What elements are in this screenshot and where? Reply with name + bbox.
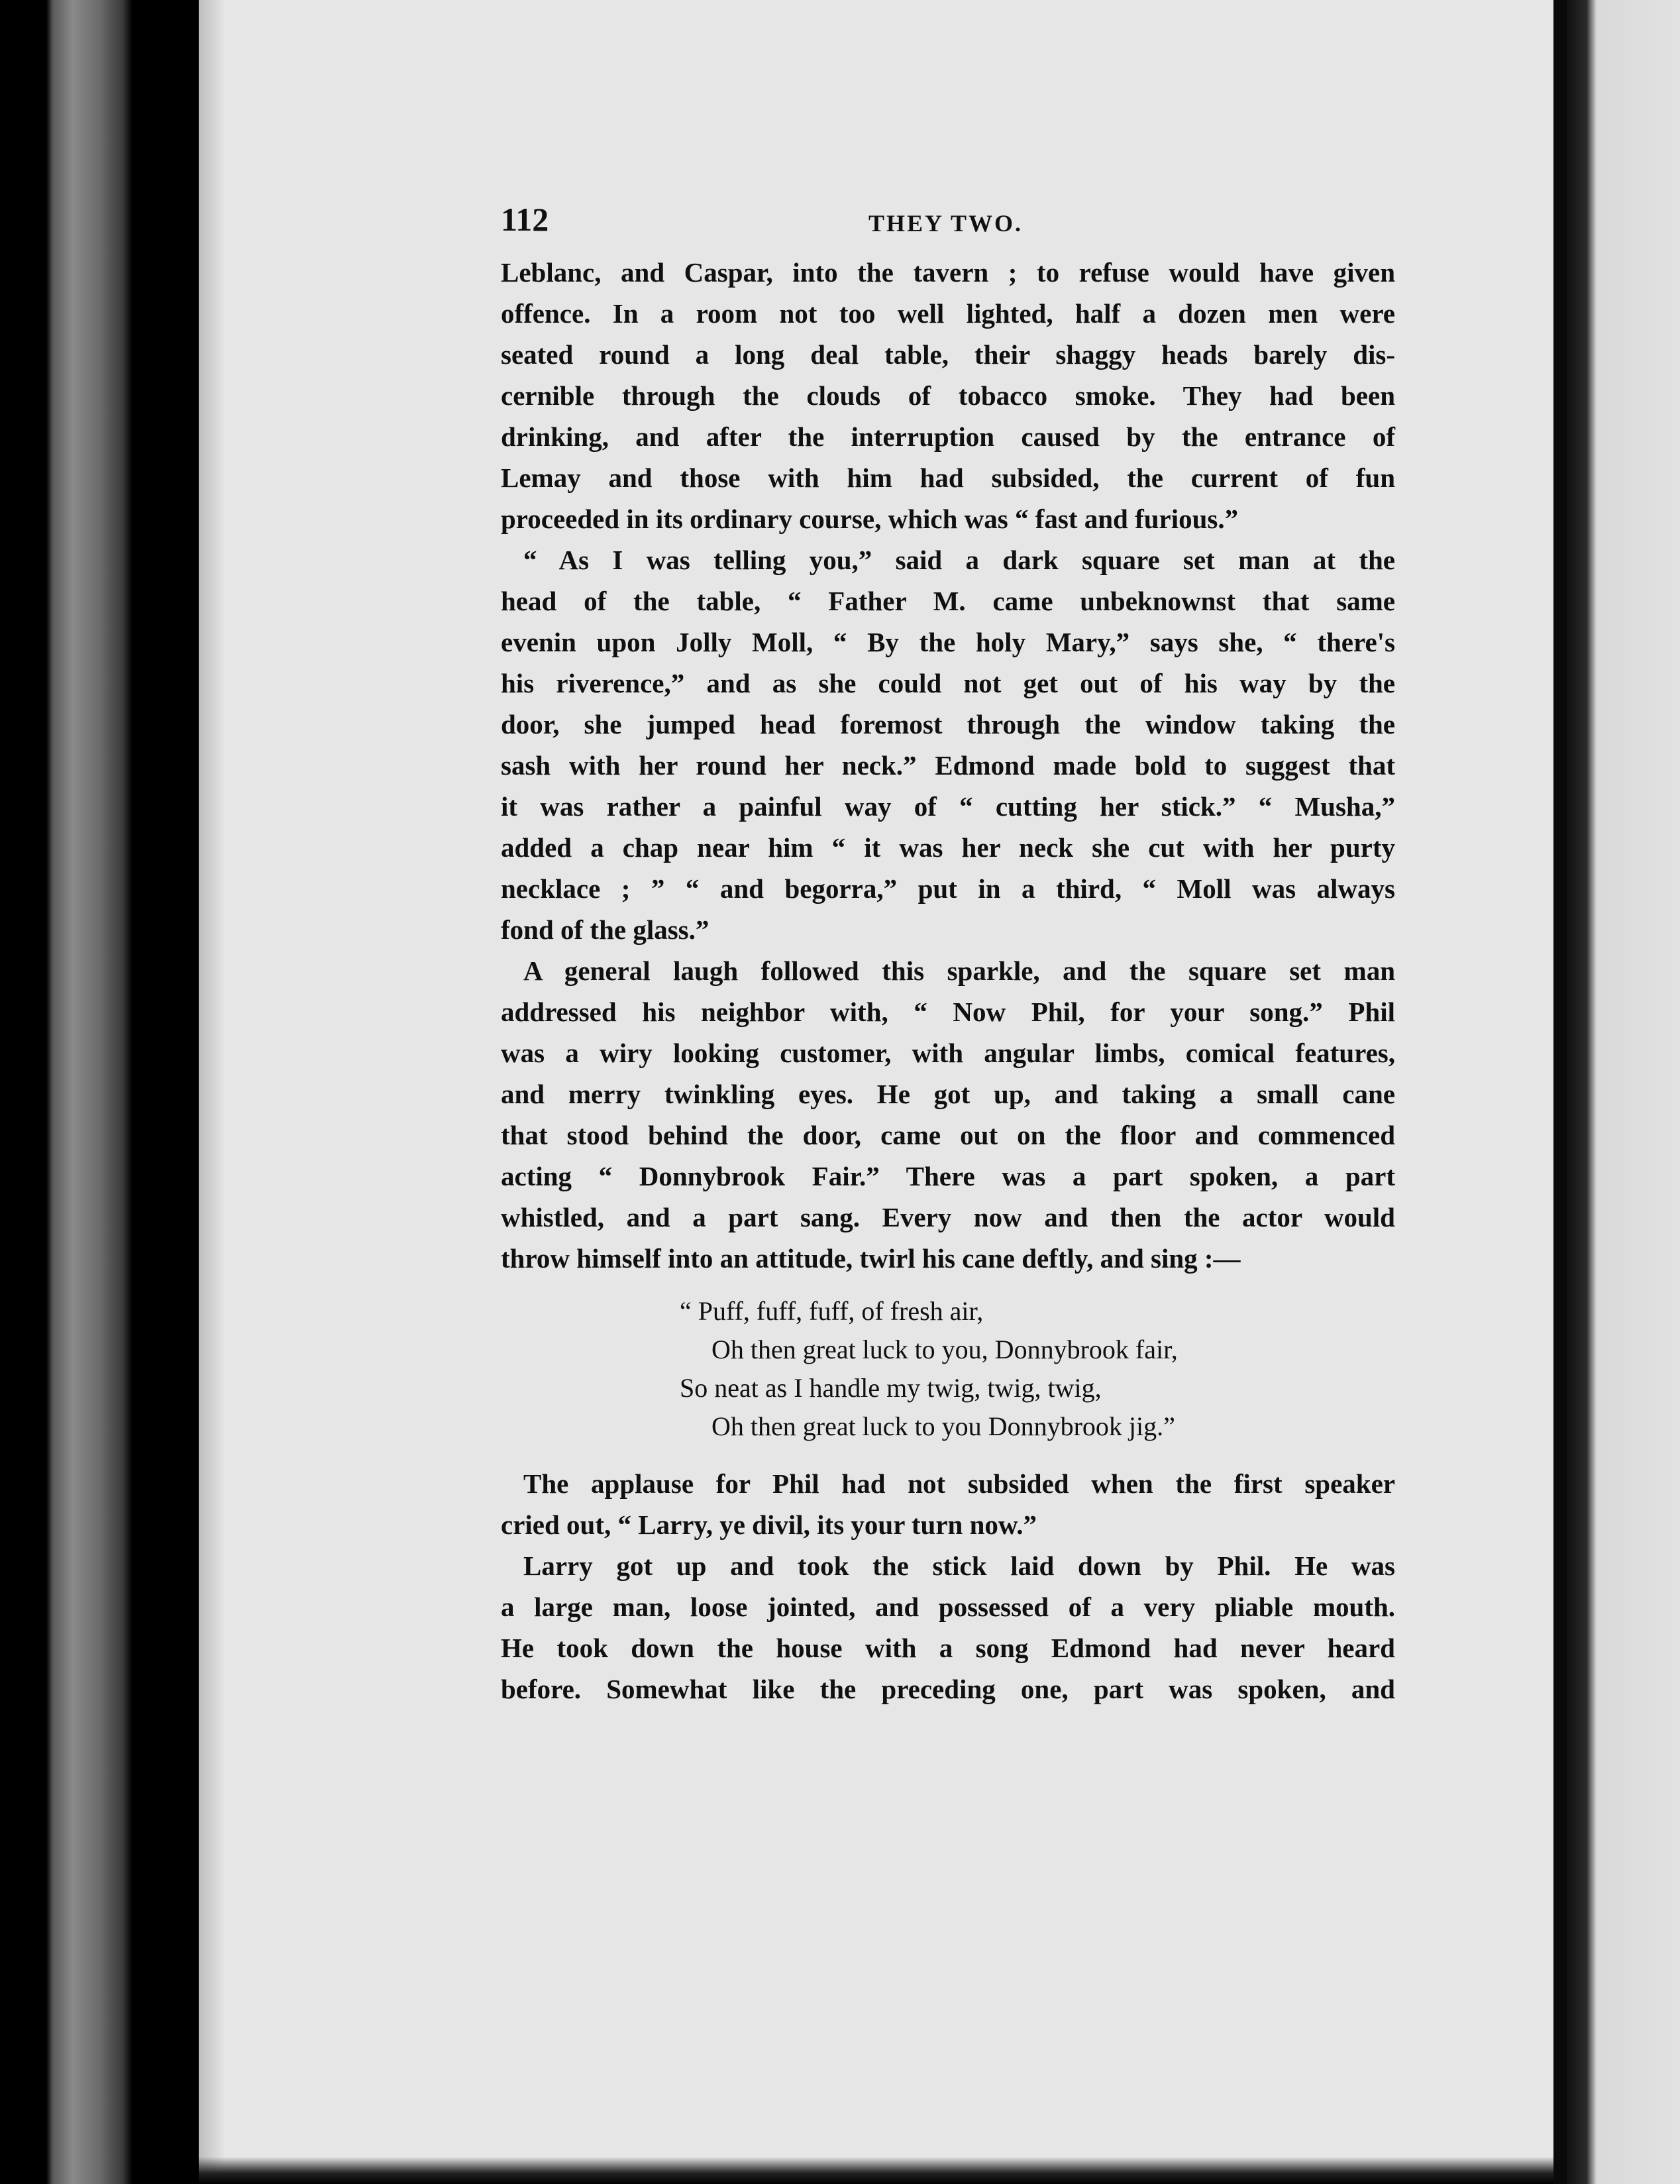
text-line: whistled, and a part sang. Every now and then the actor would [501, 1202, 1395, 1232]
binding-edge [156, 0, 166, 2184]
paragraphs [501, 252, 1395, 1279]
verse-line: “ Puff, fuff, fuff, of fresh air, [680, 1296, 984, 1326]
text-line: throw himself into an attitude, twirl his cane deftly, and sing :— [501, 1243, 1241, 1274]
text-line: a large man, loose jointed, and possessed of a very pliable mouth. [501, 1592, 1395, 1622]
text-line: Leblanc, and Caspar, into the tavern ; to refuse would have given [501, 257, 1395, 288]
text-line: seated round a long deal table, their shaggy heads barely dis- [501, 339, 1395, 370]
text-line: necklace ; ” “ and begorra,” put in a third, “ Moll was always [501, 873, 1395, 904]
scan-bottom-edge [199, 2157, 1553, 2184]
running-title: THEY TWO. [868, 210, 1024, 237]
text-line: A general laugh followed this sparkle, and the square set man [523, 956, 1395, 986]
text-line: addressed his neighbor with, “ Now Phil, for your song.” Phil [501, 997, 1395, 1027]
text-line: added a chap near him “ it was her neck she cut with her purty [501, 832, 1395, 863]
text-line: and merry twinkling eyes. He got up, and taking a small cane [501, 1079, 1395, 1109]
text-line: The applause for Phil had not subsided when the first speaker [523, 1468, 1395, 1499]
text-line: head of the table, “ Father M. came unbeknownst that same [501, 586, 1395, 616]
text-line: before. Somewhat like the preceding one, part was spoken, and [501, 1674, 1395, 1704]
paragraph [501, 539, 1395, 950]
text-line: “ As I was telling you,” said a dark square set man at the [523, 545, 1395, 575]
paragraph [501, 1545, 1395, 1710]
verse-line: Oh then great luck to you, Donnybrook fair, [711, 1335, 1178, 1364]
binding-edge [132, 0, 144, 2184]
verse-line: Oh then great luck to you Donnybrook jig.” [711, 1411, 1175, 1441]
text-line: fond of the glass.” [501, 914, 709, 945]
page-text [501, 199, 1395, 1710]
page-header [501, 199, 1395, 246]
text-line: it was rather a painful way of “ cutting her stick.” “ Musha,” [501, 791, 1395, 822]
verse-line: So neat as I handle my twig, twig, twig, [680, 1373, 1102, 1403]
paragraph [501, 950, 1395, 1279]
paragraph [501, 252, 1395, 539]
text-line: evenin upon Jolly Moll, “ By the holy Mary,” says she, “ there's [501, 627, 1395, 657]
text-line: cernible through the clouds of tobacco smoke. They had been [501, 380, 1395, 411]
text-line: He took down the house with a song Edmond had never heard [501, 1633, 1395, 1663]
paragraphs-after-verse [501, 1463, 1395, 1710]
facing-page-edge [1567, 0, 1680, 2184]
text-line: that stood behind the door, came out on the floor and commenced [501, 1120, 1395, 1150]
text-line: Lemay and those with him had subsided, the current of fun [501, 463, 1395, 493]
text-line: Larry got up and took the stick laid down by Phil. He was [523, 1551, 1395, 1581]
page-number: 112 [501, 201, 549, 238]
text-line: drinking, and after the interruption caused by the entrance of [501, 421, 1395, 452]
text-line: sash with her round her neck.” Edmond made bold to suggest that [501, 750, 1395, 781]
text-line: proceeded in its ordinary course, which was “ fast and furious.” [501, 504, 1239, 534]
verse-block [501, 1292, 1395, 1446]
paragraph [501, 1463, 1395, 1545]
text-line: was a wiry looking customer, with angular limbs, comical features, [501, 1038, 1395, 1068]
text-line: acting “ Donnybrook Fair.” There was a part spoken, a part [501, 1161, 1395, 1191]
scan-left-border [0, 0, 132, 2184]
page-gutter-shadow [199, 0, 225, 2184]
text-line: cried out, “ Larry, ye divil, its your turn now.” [501, 1509, 1037, 1540]
binding-edge [180, 0, 199, 2184]
text-line: offence. In a room not too well lighted, half a dozen men were [501, 298, 1395, 329]
text-line: his riverence,” and as she could not get out of his way by the [501, 668, 1395, 698]
text-line: door, she jumped head foremost through the window taking the [501, 709, 1395, 739]
